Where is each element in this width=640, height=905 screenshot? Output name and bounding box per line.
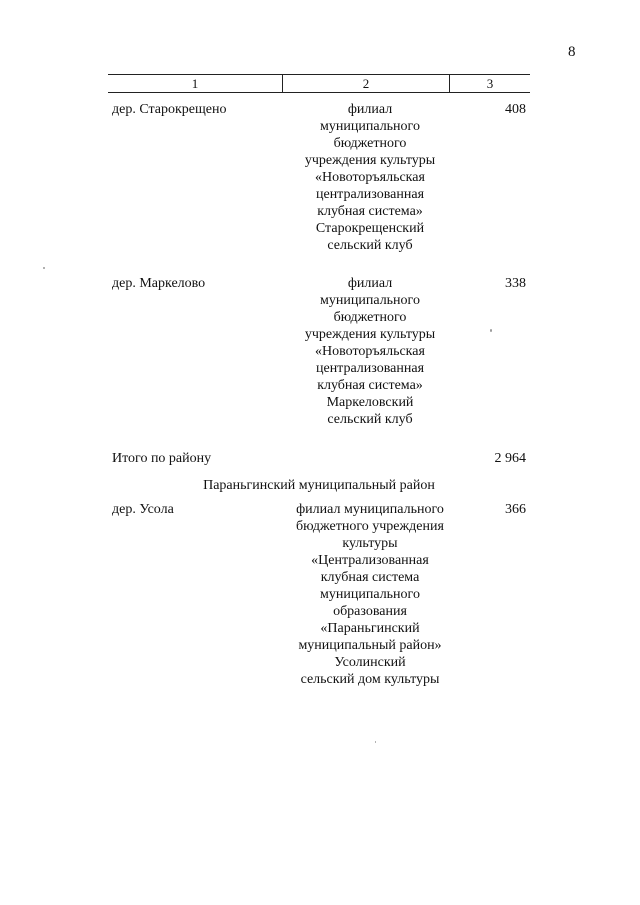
- institution-line: бюджетного: [333, 310, 407, 325]
- scan-speck: [43, 267, 45, 269]
- page-number: 8: [568, 44, 576, 60]
- institution-line: учреждения культуры: [304, 153, 436, 168]
- header-col-3: 3: [486, 76, 494, 91]
- institution-line: «Новоторъяльская: [315, 344, 425, 359]
- institution-line: Старокрещенский: [315, 221, 425, 236]
- section-title: Параньгинский муниципальный район: [203, 478, 435, 493]
- row-institution: [264, 501, 476, 688]
- row-value: 408: [505, 102, 526, 117]
- institution-line: «Централизованная: [311, 553, 429, 568]
- institution-line: сельский клуб: [327, 412, 413, 427]
- institution-line: централизованная: [315, 361, 425, 376]
- header-col-2: 2: [362, 76, 370, 91]
- institution-line: Усолинский: [334, 655, 406, 670]
- row-value: 338: [505, 276, 526, 291]
- institution-line: филиал: [347, 276, 393, 291]
- header-col-1: 1: [191, 76, 199, 91]
- institution-line: «Параньгинский: [320, 621, 420, 636]
- institution-line: филиал муниципального: [296, 502, 444, 517]
- institution-line: культуры: [342, 536, 398, 551]
- table-header: [108, 74, 530, 93]
- row-place: дер. Старокрещено: [112, 102, 227, 117]
- institution-line: клубная система»: [317, 378, 423, 393]
- institution-line: бюджетного: [333, 136, 407, 151]
- institution-line: муниципальный район»: [298, 638, 442, 653]
- row-value: 366: [505, 502, 526, 517]
- institution-line: муниципального: [320, 587, 420, 602]
- institution-line: учреждения культуры: [304, 327, 436, 342]
- institution-line: клубная система»: [317, 204, 423, 219]
- scan-speck: [375, 741, 376, 743]
- institution-line: «Новоторъяльская: [315, 170, 425, 185]
- total-value: 2 964: [494, 451, 526, 466]
- row-institution: [270, 275, 470, 428]
- total-label: Итого по району: [112, 451, 212, 466]
- institution-line: клубная система: [320, 570, 420, 585]
- institution-line: муниципального: [320, 119, 420, 134]
- scan-speck: [490, 329, 492, 332]
- institution-line: филиал: [347, 102, 393, 117]
- row-place: дер. Усола: [112, 502, 174, 517]
- row-place: дер. Маркелово: [112, 276, 206, 291]
- institution-line: образования: [333, 604, 407, 619]
- institution-line: Маркеловский: [326, 395, 414, 410]
- institution-line: сельский дом культуры: [300, 672, 440, 687]
- institution-line: сельский клуб: [327, 238, 413, 253]
- institution-line: муниципального: [320, 293, 420, 308]
- row-institution: [270, 101, 470, 254]
- institution-line: централизованная: [315, 187, 425, 202]
- institution-line: бюджетного учреждения: [296, 519, 444, 534]
